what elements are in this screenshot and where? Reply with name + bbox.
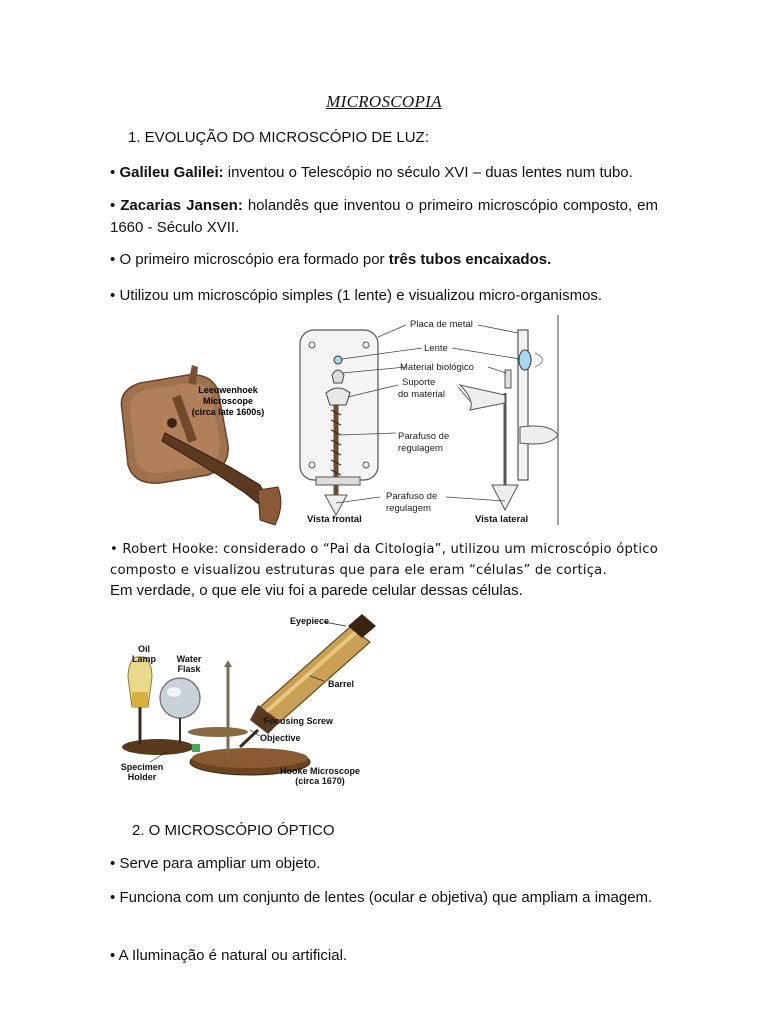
document-title: MICROSCOPIA — [326, 92, 442, 111]
leeuwenhoek-illustration — [110, 315, 570, 530]
bullet-mark: • — [110, 947, 116, 964]
side-view-diagram — [460, 315, 558, 525]
label-specimen-b: Holder — [127, 772, 157, 782]
bullet-text: Serve para ampliar um objeto. — [119, 855, 321, 872]
label-specimen-a: Specimen — [120, 762, 164, 772]
label-suporte-2: do material — [398, 389, 445, 400]
figure-hooke — [110, 612, 380, 790]
bullet-mark: • — [110, 889, 116, 906]
label-parafuso1-b: regulagem — [398, 443, 443, 454]
label-parafuso2-a: Parafuso de — [386, 491, 438, 502]
bullet-galileu — [110, 162, 658, 184]
bullet-text: O primeiro microscópio era formado por — [119, 251, 389, 268]
section2-heading: 2. O MICROSCÓPIO ÓPTICO — [132, 822, 335, 839]
caption-line2: Microscope — [202, 396, 254, 406]
label-vista-lateral: Vista lateral — [475, 514, 529, 525]
bullet-jansen — [110, 195, 658, 239]
bullet-mark: • — [110, 542, 118, 557]
bullet-bold: três tubos encaixados. — [388, 251, 552, 268]
bullet-text: holandês que inventou o primeiro microscópio composto, em 1660 - Século XVII. — [110, 197, 658, 236]
front-view-diagram — [300, 330, 378, 515]
label-objective: Objective — [260, 733, 301, 743]
label-hooke-b: (circa 1670) — [295, 776, 345, 786]
bullet-iluminacao — [110, 945, 658, 967]
hooke-line2: Em verdade, o que ele viu foi a parede celular dessas células. — [110, 582, 523, 599]
label-focusing: Focusing Screw — [264, 716, 334, 726]
bullet-bold: Galileu Galilei: — [119, 164, 224, 181]
bullet-tubos — [110, 249, 658, 271]
label-parafuso1-a: Parafuso de — [398, 431, 450, 442]
bullet-ampliar — [110, 853, 658, 875]
label-oil-lamp-a: Oil — [137, 644, 150, 654]
bullet-mark: • — [110, 251, 116, 268]
label-suporte-1: Suporte — [402, 377, 436, 388]
bullet-text: Utilizou um microscópio simples (1 lente) e visualizou micro-organismos. — [119, 287, 603, 304]
bullet-mark: • — [110, 287, 116, 304]
figure-leeuwenhoek — [110, 315, 570, 530]
label-vista-frontal: Vista frontal — [307, 514, 362, 525]
label-hooke-a: Hooke Microscope — [279, 766, 361, 776]
label-water-a: Water — [176, 654, 202, 664]
caption-line3: (circa late 1600s) — [191, 407, 265, 417]
label-lente: Lente — [424, 343, 448, 354]
label-material: Material biológico — [400, 362, 474, 373]
label-eyepiece: Eyepiece — [290, 616, 330, 626]
label-oil-lamp-b: Lamp — [132, 654, 157, 664]
label-placa: Placa de metal — [410, 319, 473, 330]
section1-heading: 1. EVOLUÇÃO DO MICROSCÓPIO DE LUZ: — [128, 129, 429, 146]
caption-line1: Leeuwenhoek — [198, 385, 258, 395]
bullet-mark: • — [110, 197, 116, 214]
bullet-mark: • — [110, 164, 116, 181]
bullet-text: A Iluminação é natural ou artificial. — [118, 947, 348, 964]
bullet-mark: • — [110, 855, 116, 872]
label-barrel: Barrel — [328, 679, 355, 689]
bullet-hooke — [110, 539, 658, 581]
bullet-lentes — [110, 887, 658, 909]
bullet-bold: Zacarias Jansen: — [120, 197, 243, 214]
bullet-text: Funciona com um conjunto de lentes (ocular e objetiva) que ampliam a imagem. — [119, 889, 653, 906]
hooke-text: Robert Hooke: considerado o “Pai da Citologia”, utilizou um microscópio óptico composto e visualizou estruturas que para ele eram “células” de cortiça. — [110, 542, 658, 578]
bullet-text: inventou o Telescópio no século XVI – duas lentes num tubo. — [223, 164, 633, 181]
bullet-simples — [110, 285, 658, 307]
label-water-b: Flask — [177, 664, 201, 674]
label-parafuso2-b: regulagem — [386, 503, 431, 514]
